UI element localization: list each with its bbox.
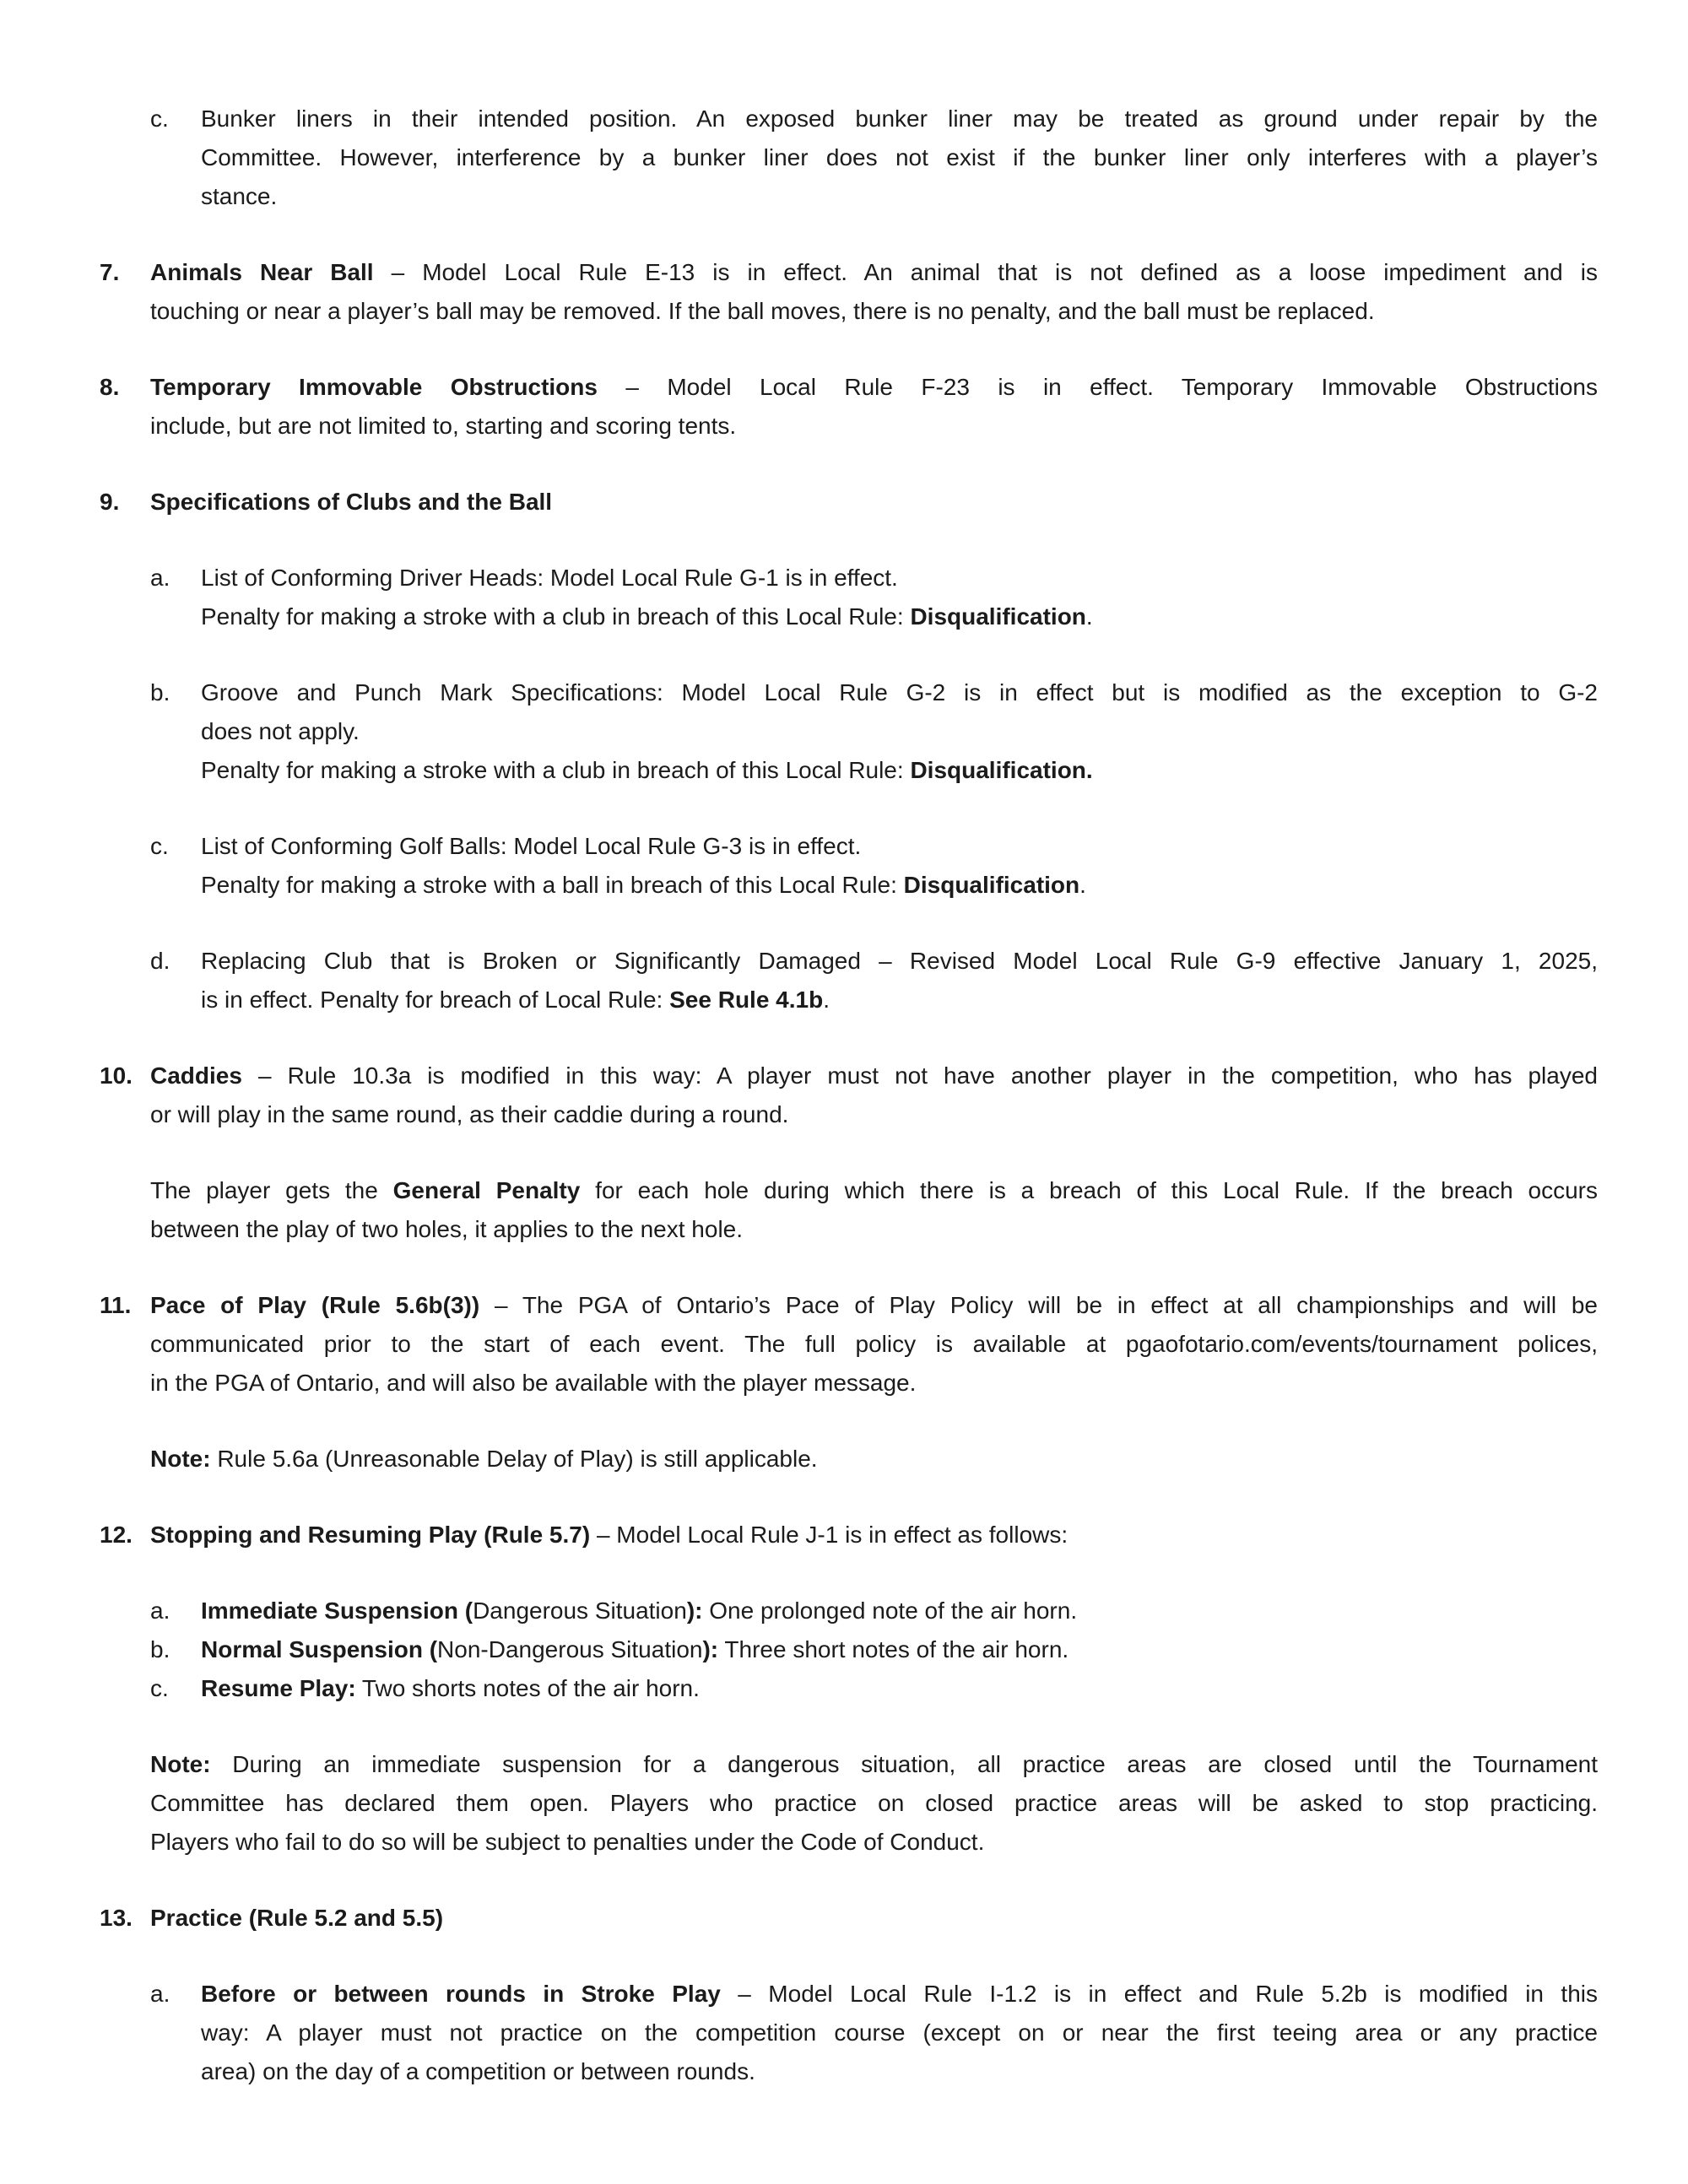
text-run: Players who fail to do so will be subject to penalties under the Code of Conduct. [150, 1829, 985, 1855]
text-run: touching or near a player’s ball may be removed. If the ball moves, there is no penalty, and the ball must be replaced. [150, 298, 1375, 324]
text-run: . [1085, 603, 1093, 630]
bold-text-run: Pace of Play (Rule 5.6b(3)) [150, 1292, 480, 1318]
text-line [201, 981, 1598, 1019]
text-line [201, 866, 1598, 905]
rule-9d-replacing-broken-club [150, 942, 1598, 1019]
list-marker: a. [150, 1597, 170, 1624]
list-marker: c. [150, 105, 169, 132]
text-run: – Model Local Rule F-23 is in effect. Temporary Immovable Obstructions [597, 374, 1598, 400]
bold-text-run: General Penalty [392, 1177, 581, 1203]
text-line [150, 1095, 1598, 1134]
list-marker: c. [150, 833, 169, 859]
text-line [100, 1057, 1598, 1095]
list-marker: d. [150, 948, 170, 974]
text-run: or will play in the same round, as their caddie during a round. [150, 1101, 789, 1127]
rule-10-caddies [100, 1057, 1598, 1134]
text-line [201, 2052, 1598, 2091]
text-line [150, 1630, 1598, 1669]
bold-text-run: Disqualification. [910, 757, 1093, 783]
rule-8-temporary-immovable-obstructions [100, 368, 1598, 446]
text-run: stance. [201, 183, 278, 209]
text-line [150, 942, 1598, 981]
list-marker: a. [150, 565, 170, 591]
text-run: for each hole during which there is a breach of this Local Rule. If the breach occurs [580, 1177, 1599, 1203]
text-line [150, 1171, 1598, 1210]
rule-9a-conforming-driver-heads [150, 559, 1598, 636]
text-run: Three short notes of the air horn. [718, 1636, 1069, 1662]
text-run: Non-Dangerous Situation [437, 1636, 703, 1662]
bold-text-run: Before or between rounds in Stroke Play [201, 1981, 721, 2007]
text-line [100, 1516, 1598, 1554]
text-line [150, 1669, 1598, 1708]
text-run: List of Conforming Golf Balls: Model Local Rule G-3 is in effect. [201, 833, 862, 859]
text-line [150, 1325, 1598, 1364]
list-marker: b. [150, 1636, 170, 1662]
bold-text-run: Note: [150, 1446, 211, 1472]
bold-text-run: Normal Suspension ( [201, 1636, 438, 1662]
text-run: Rule 5.6a (Unreasonable Delay of Play) is still applicable. [210, 1446, 818, 1472]
list-marker: 9. [100, 489, 120, 515]
list-marker: b. [150, 679, 170, 705]
list-marker: 11. [100, 1292, 132, 1318]
text-run: communicated prior to the start of each event. The full policy is available at pgaofotario.com/events/tournament polices, [150, 1331, 1598, 1357]
rule-12b-normal-suspension [150, 1630, 1598, 1669]
text-run: Penalty for making a stroke with a club in breach of this Local Rule: [201, 757, 911, 783]
text-run: Bunker liners in their intended position. An exposed bunker liner may be treated as ground under repair by the [201, 105, 1598, 132]
text-run: Groove and Punch Mark Specifications: Model Local Rule G-2 is in effect but is modified as the exception to G-2 [201, 679, 1598, 705]
bold-text-run: Immediate Suspension ( [201, 1597, 473, 1624]
text-line [150, 1364, 1598, 1403]
bold-text-run: Disqualification [903, 872, 1080, 898]
rule-9b-groove-and-punch-mark-specifications [150, 673, 1598, 790]
text-run: way: A player must not practice on the competition course (except on or near the first teeing area or any practice [201, 2019, 1598, 2046]
text-line [100, 1286, 1598, 1325]
document-body [100, 100, 1598, 2091]
text-run: in the PGA of Ontario, and will also be available with the player message. [150, 1370, 917, 1396]
text-run: Dangerous Situation [473, 1597, 687, 1624]
rule-9c-conforming-golf-balls [150, 827, 1598, 905]
rule-10-general-penalty-paragraph [150, 1171, 1598, 1249]
text-run: – Model Local Rule J-1 is in effect as follows: [590, 1522, 1069, 1548]
text-line [150, 1210, 1598, 1249]
text-line [150, 292, 1598, 331]
text-line [150, 1784, 1598, 1823]
text-line [100, 368, 1598, 407]
bold-text-run: Animals Near Ball [150, 259, 374, 285]
bold-text-run: Temporary Immovable Obstructions [150, 374, 598, 400]
text-run: . [1079, 872, 1086, 898]
list-marker: 13. [100, 1905, 133, 1931]
text-line [150, 1745, 1598, 1784]
text-run: area) on the day of a competition or between rounds. [201, 2058, 755, 2084]
text-line [150, 1440, 1598, 1479]
text-run: The player gets the [150, 1177, 393, 1203]
bold-text-run: ): [702, 1636, 719, 1662]
text-run: – Model Local Rule I-1.2 is in effect and Rule 5.2b is modified in this [720, 1981, 1598, 2007]
text-run: Two shorts notes of the air horn. [355, 1675, 700, 1701]
text-line [150, 827, 1598, 866]
rule-item-c-bunker-liners [150, 100, 1598, 216]
list-marker: c. [150, 1675, 169, 1701]
bold-text-run: Practice (Rule 5.2 and 5.5) [150, 1905, 444, 1931]
text-run: does not apply. [201, 718, 360, 744]
rule-12a-immediate-suspension [150, 1592, 1598, 1630]
text-line [150, 1592, 1598, 1630]
text-run: One prolonged note of the air horn. [702, 1597, 1078, 1624]
text-run: Penalty for making a stroke with a club in breach of this Local Rule: [201, 603, 911, 630]
rule-12-note [150, 1745, 1598, 1862]
rule-9-specifications-of-clubs-and-ball [100, 483, 1598, 522]
text-run: – Model Local Rule E-13 is in effect. An animal that is not defined as a loose impediment and is [373, 259, 1598, 285]
text-run: . [823, 987, 830, 1013]
text-line [201, 712, 1598, 751]
rule-13a-before-or-between-rounds [150, 1975, 1598, 2091]
text-line [150, 673, 1598, 712]
text-run: between the play of two holes, it applies to the next hole. [150, 1216, 744, 1242]
text-run: Committee. However, interference by a bunker liner does not exist if the bunker liner only interferes with a player’s [201, 144, 1598, 170]
text-line [150, 1975, 1598, 2014]
rule-13-practice [100, 1899, 1598, 1938]
bold-text-run: See Rule 4.1b [669, 987, 824, 1013]
text-line [201, 2014, 1598, 2052]
bold-text-run: Stopping and Resuming Play (Rule 5.7) [150, 1522, 591, 1548]
text-line [201, 138, 1598, 177]
list-marker: 10. [100, 1062, 133, 1089]
rule-12-stopping-and-resuming-play [100, 1516, 1598, 1554]
rule-12c-resume-play [150, 1669, 1598, 1708]
rule-7-animals-near-ball [100, 253, 1598, 331]
bold-text-run: Disqualification [910, 603, 1086, 630]
bold-text-run: Note: [150, 1751, 211, 1777]
text-run: – Rule 10.3a is modified in this way: A player must not have another player in the competition, who has played [241, 1062, 1598, 1089]
text-run: During an immediate suspension for a dangerous situation, all practice areas are closed until the Tournament [210, 1751, 1598, 1777]
text-line [201, 177, 1598, 216]
list-marker: a. [150, 1981, 170, 2007]
text-line [201, 597, 1598, 636]
list-marker: 7. [100, 259, 120, 285]
text-line [150, 100, 1598, 138]
bold-text-run: Resume Play: [201, 1675, 356, 1701]
text-run: – The PGA of Ontario’s Pace of Play Policy will be in effect at all championships and will be [479, 1292, 1599, 1318]
text-run: List of Conforming Driver Heads: Model Local Rule G-1 is in effect. [201, 565, 898, 591]
text-run: Penalty for making a stroke with a ball in breach of this Local Rule: [201, 872, 904, 898]
bold-text-run: Specifications of Clubs and the Ball [150, 489, 553, 515]
text-line [150, 407, 1598, 446]
bold-text-run: ): [686, 1597, 703, 1624]
text-line [150, 1823, 1598, 1862]
text-run: is in effect. Penalty for breach of Local Rule: [201, 987, 670, 1013]
text-run: Replacing Club that is Broken or Significantly Damaged – Revised Model Local Rule G-9 effective January 1, 2025, [201, 948, 1598, 974]
text-line [100, 1899, 1598, 1938]
rule-11-note [150, 1440, 1598, 1479]
text-line [100, 483, 1598, 522]
text-line [150, 559, 1598, 597]
text-line [201, 751, 1598, 790]
text-run: include, but are not limited to, starting and scoring tents. [150, 413, 737, 439]
bold-text-run: Caddies [150, 1062, 242, 1089]
rule-11-pace-of-play [100, 1286, 1598, 1403]
text-run: Committee has declared them open. Players who practice on closed practice areas will be asked to stop practicing. [150, 1790, 1598, 1816]
list-marker: 8. [100, 374, 120, 400]
list-marker: 12. [100, 1522, 133, 1548]
text-line [100, 253, 1598, 292]
